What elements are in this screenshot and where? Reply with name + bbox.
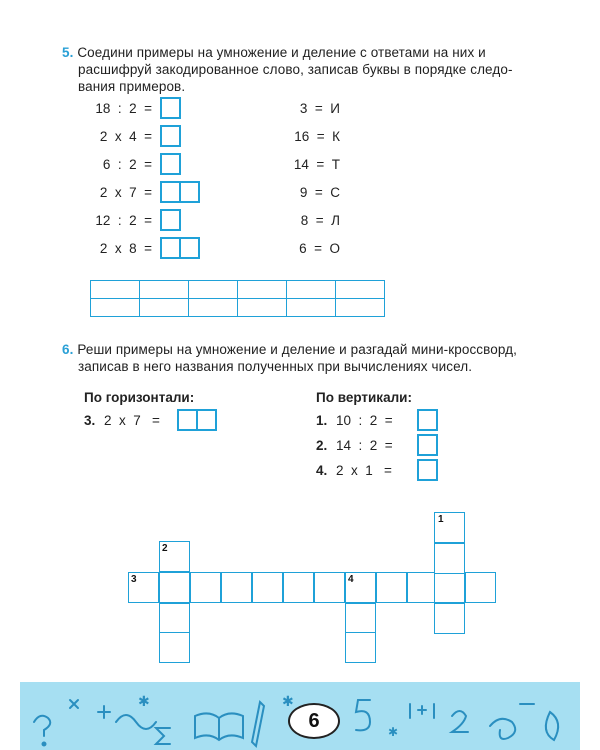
horizontal-title: По горизонтали: [84, 390, 195, 405]
table-row [91, 299, 385, 317]
code-6: 6 = О [299, 241, 340, 256]
table-cell[interactable] [189, 299, 238, 317]
task5-number: 5. [62, 45, 74, 60]
v2-expression: 14 : 2 = [336, 438, 393, 453]
task5-line3: вания примеров. [78, 79, 186, 94]
table-cell[interactable] [140, 299, 189, 317]
answer-box-1[interactable] [160, 97, 181, 119]
book-icon [195, 713, 243, 740]
v4-answer-box[interactable] [417, 459, 438, 481]
crossword-cell[interactable] [434, 543, 465, 574]
table-cell[interactable] [91, 281, 140, 299]
answer-box-6a[interactable] [160, 237, 181, 259]
h3-expression: 2 x 7 = [104, 413, 160, 428]
code-4: 9 = С [299, 185, 340, 200]
task6-number: 6. [62, 342, 74, 357]
crossword-cell[interactable] [159, 603, 190, 634]
table-row [91, 281, 385, 299]
v1-answer-box[interactable] [417, 409, 438, 431]
question-mark-doodle [34, 716, 50, 736]
vertical-title: По вертикали: [316, 390, 412, 405]
answer-box-5[interactable] [160, 209, 181, 231]
example-6: 2 x 8 = [99, 241, 152, 256]
table-cell[interactable] [140, 281, 189, 299]
task5-text [62, 44, 572, 95]
h3-number: 3. [84, 413, 96, 428]
crossword-label-2: 2 [162, 543, 168, 554]
x-doodle [70, 700, 78, 708]
two-doodle [452, 711, 468, 732]
v4-expression: 2 x 1 = [336, 463, 392, 478]
h3-answer-box-a[interactable] [177, 409, 198, 431]
decoded-word-table [90, 280, 385, 317]
crossword-cell[interactable] [283, 572, 314, 603]
crossword-cell[interactable] [314, 572, 345, 603]
table-cell[interactable] [238, 281, 287, 299]
dot-doodle [43, 743, 46, 746]
star-icon: ✱ [388, 725, 399, 739]
five-doodle [356, 700, 370, 730]
crossword-cell[interactable] [434, 603, 465, 634]
v2-answer-box[interactable] [417, 434, 438, 456]
answer-box-3[interactable] [160, 153, 181, 175]
page-number [288, 703, 340, 739]
code-3: 14 = Т [293, 157, 340, 172]
table-cell[interactable] [189, 281, 238, 299]
crossword-cell[interactable] [376, 572, 407, 603]
plus-doodle [98, 706, 110, 718]
one-plus-one-doodle [410, 704, 434, 718]
spiral-doodle [490, 719, 515, 739]
example-4: 2 x 7 = [99, 185, 152, 200]
star-icon: ✱ [282, 694, 294, 710]
h3-answer-box-b[interactable] [196, 409, 217, 431]
example-1: 18 : 2 = [95, 101, 152, 116]
task6-text [62, 341, 577, 375]
table-cell[interactable] [336, 299, 385, 317]
code-5: 8 = Л [300, 213, 340, 228]
crossword-cell[interactable] [221, 572, 252, 603]
example-2: 2 x 4 = [99, 129, 152, 144]
task6-line1: 6. Реши примеры на умножение и деление и разгадай мини-кроссворд, [62, 342, 517, 357]
crossword-cell[interactable] [159, 632, 190, 663]
crossword-cell[interactable] [465, 572, 496, 603]
answer-box-4a[interactable] [160, 181, 181, 203]
task5-line1: 5. Соедини примеры на умножение и деление с ответами на них и [62, 45, 486, 60]
leaf-doodle [546, 712, 558, 740]
v1-number: 1. [316, 413, 328, 428]
crossword-label-4: 4 [348, 574, 354, 585]
v4-number: 4. [316, 463, 328, 478]
task5-line2: расшифруй закодированное слово, записав буквы в порядке следо- [78, 62, 513, 77]
crossword-cell[interactable] [159, 572, 190, 603]
crossword-cell[interactable] [345, 603, 376, 634]
table-cell[interactable] [287, 299, 336, 317]
v2-number: 2. [316, 438, 328, 453]
table-cell[interactable] [238, 299, 287, 317]
answer-box-2[interactable] [160, 125, 181, 147]
page-number-text: 6 [308, 709, 320, 732]
table-cell[interactable] [336, 281, 385, 299]
crossword-label-1: 1 [438, 514, 444, 525]
example-3: 6 : 2 = [102, 157, 152, 172]
table-cell[interactable] [91, 299, 140, 317]
star-icon: ✱ [138, 694, 150, 710]
table-cell[interactable] [287, 281, 336, 299]
crossword-cell[interactable] [345, 632, 376, 663]
crossword-cell[interactable] [434, 572, 465, 603]
crossword-cell[interactable] [252, 572, 283, 603]
example-5: 12 : 2 = [95, 213, 152, 228]
code-1: 3 = И [299, 101, 340, 116]
pencil-icon [252, 702, 264, 746]
crossword-label-3: 3 [131, 574, 137, 585]
code-2: 16 = К [294, 129, 340, 144]
answer-box-4b[interactable] [179, 181, 200, 203]
v1-expression: 10 : 2 = [336, 413, 393, 428]
sigma-doodle [156, 728, 170, 744]
crossword-cell[interactable] [190, 572, 221, 603]
task6-line2: записав в него названия полученных при вычислениях чисел. [78, 359, 473, 374]
curve-doodle [116, 715, 156, 729]
answer-box-6b[interactable] [179, 237, 200, 259]
